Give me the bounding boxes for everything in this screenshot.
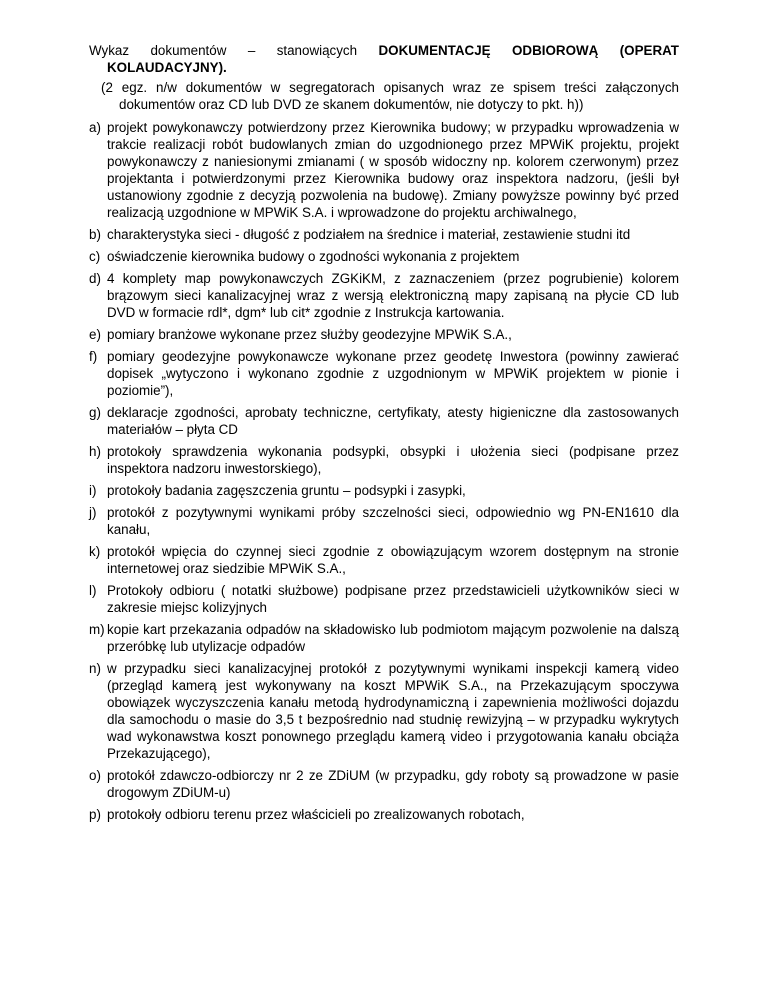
list-item-b [89,226,679,243]
list-marker: j) [89,505,97,520]
document-list [89,119,679,823]
list-marker: n) [89,661,101,676]
list-marker: a) [89,120,101,135]
list-item-g [89,404,679,438]
heading-plain-text: Wykaz dokumentów – stanowiących [89,43,379,58]
list-marker: p) [89,807,101,822]
document-note: (2 egz. n/w dokumentów w segregatorach opisanych wraz ze spisem treści załączonych dokumentów oraz CD lub DVD ze skanem dokumentów, nie dotyczy to pkt. h)) [101,80,679,112]
list-item-f [89,348,679,399]
list-item-h [89,443,679,477]
list-item-text: protokoły sprawdzenia wykonania podsypki, obsypki i ułożenia sieci (podpisane przez inspektora nadzoru inwestorskiego), [107,444,679,476]
list-item-o [89,767,679,801]
document-page [89,42,679,828]
list-marker: d) [89,271,101,286]
list-item-text: protokoły odbioru terenu przez właścicieli po zrealizowanych robotach, [107,807,525,822]
list-item-p [89,806,679,823]
list-item-text: projekt powykonawczy potwierdzony przez Kierownika budowy; w przypadku wprowadzenia w trakcie realizacji robót budowlanych zmian do uzgodnionego przez MPWiK projektu, projekt powykonawczy z naniesionymi zmianami ( w sposób widoczny np. kolorem czerwonym) przez projektanta i potwierdzonymi przez Kierownika budowy oraz inspektora nadzoru, (jeśli był ustanowiony zgodnie z decyzją pozwolenia na budowę). Zmiany powyższe powinny być przed realizacją uzgodnione w MPWiK S.A. i wprowadzone do projektu archiwalnego, [107,120,679,220]
list-marker: g) [89,405,101,420]
list-item-text: 4 komplety map powykonawczych ZGKiKM, z zaznaczeniem (przez pogrubienie) kolorem brązowym sieci kanalizacyjnej wraz z wersją elektroniczną mapy zapisaną na płycie CD lub DVD w formacie rdl*, dgm* lub cit* zgodnie z Instrukcja kartowania. [107,271,679,320]
list-marker: c) [89,249,101,264]
list-item-text: oświadczenie kierownika budowy o zgodności wykonania z projektem [107,249,520,264]
list-item-text: pomiary branżowe wykonane przez służby geodezyjne MPWiK S.A., [107,327,512,342]
list-marker: k) [89,544,101,559]
list-marker: i) [89,483,97,498]
list-marker: f) [89,349,98,364]
list-item-text: kopie kart przekazania odpadów na składowisko lub podmiotom mającym pozwolenie na dalszą przeróbkę lub utylizacje odpadów [107,622,679,654]
list-item-text: protokół zdawczo-odbiorczy nr 2 ze ZDiUM (w przypadku, gdy roboty są prowadzone w pasie drogowym ZDiUM-u) [107,768,679,800]
list-marker: h) [89,444,101,459]
list-item-m [89,621,679,655]
list-item-d [89,270,679,321]
list-item-text: Protokoły odbioru ( notatki służbowe) podpisane przez przedstawicieli użytkowników sieci w zakresie miejsc kolizyjnych [107,583,679,615]
list-item-l [89,582,679,616]
list-marker: m) [89,622,105,637]
list-marker: l) [89,583,97,598]
heading-bold-text: DOKUMENTACJĘ ODBIOROWĄ (OPERAT KOLAUDACYJNY). [107,43,679,75]
list-marker: o) [89,768,101,783]
list-item-text: protokół wpięcia do czynnej sieci zgodnie z obowiązującym wzorem dostępnym na stronie internetowej oraz siedzibie MPWiK S.A., [107,544,679,576]
list-item-j [89,504,679,538]
list-item-c [89,248,679,265]
document-heading [89,42,679,76]
list-marker: b) [89,227,101,242]
list-item-text: pomiary geodezyjne powykonawcze wykonane przez geodetę Inwestora (powinny zawierać dopisek „wytyczono i wykonano zgodnie z uzgodnionym w MPWiK projektem w pionie i poziomie”), [107,349,679,398]
list-item-a [89,119,679,221]
list-item-n [89,660,679,762]
list-item-text: protokoły badania zagęszczenia gruntu – podsypki i zasypki, [107,483,466,498]
list-item-text: w przypadku sieci kanalizacyjnej protokół z pozytywnymi wynikami inspekcji kamerą video (przegląd kamerą jest wykonywany na koszt MPWiK S.A., na Przekazującym spoczywa obowiązek wyczyszczenia kanału metodą hydrodynamiczną i zapewnienia możliwości dojazdu dla samochodu o masie do 3,5 t bezpośrednio nad studnię rewizyjną – w przypadku wykrytych wad wykonawstwa koszt ponownego przeglądu kamerą video i przygotowania kanału obciąża Przekazującego), [107,661,679,761]
list-item-k [89,543,679,577]
list-item-e [89,326,679,343]
list-item-text: protokół z pozytywnymi wynikami próby szczelności sieci, odpowiednio wg PN-EN1610 dla kanału, [107,505,679,537]
list-item-text: deklaracje zgodności, aprobaty techniczne, certyfikaty, atesty higieniczne dla zastosowanych materiałów – płyta CD [107,405,679,437]
list-item-text: charakterystyka sieci - długość z podziałem na średnice i materiał, zestawienie studni itd [107,227,631,242]
list-item-i [89,482,679,499]
list-marker: e) [89,327,101,342]
